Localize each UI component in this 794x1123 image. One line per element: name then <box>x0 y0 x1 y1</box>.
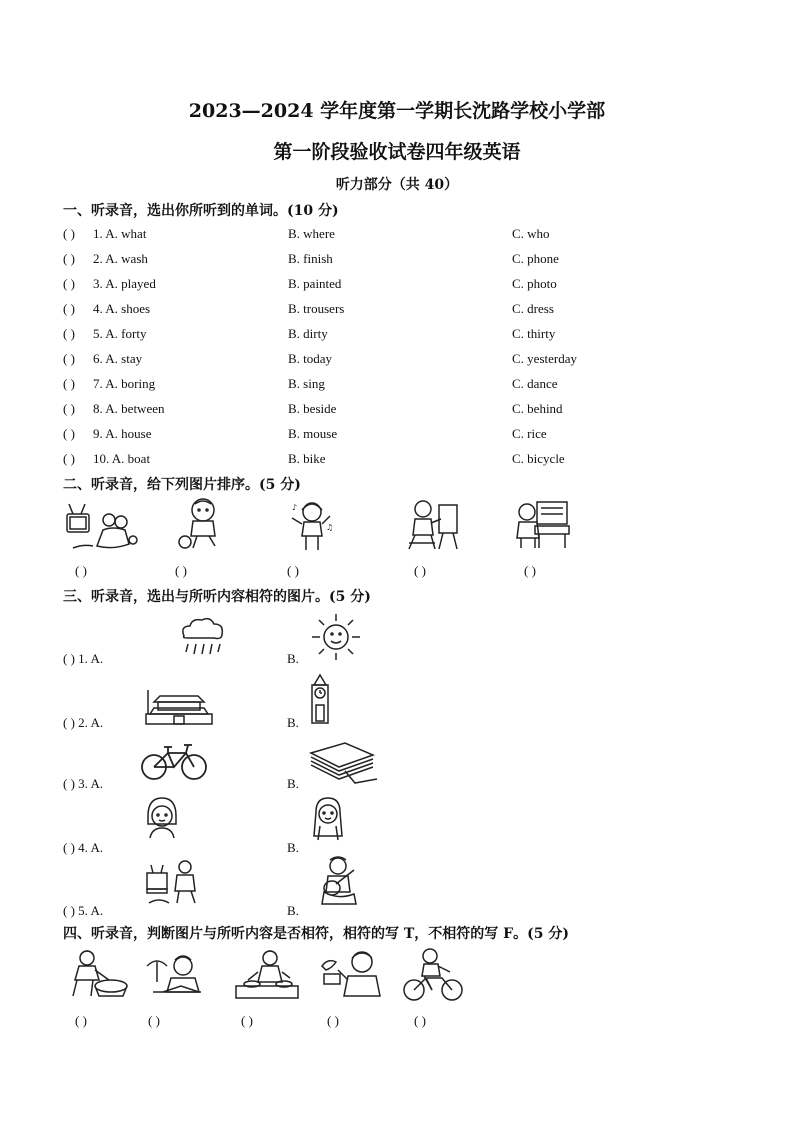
option-b: B. sing <box>288 376 325 391</box>
girl-reading-picture <box>143 952 205 1002</box>
answer-blank[interactable]: ( ) <box>63 276 75 291</box>
exam-title-line2: 第一阶段验收试卷四年级英语 <box>273 141 521 163</box>
option-c: C. thirty <box>512 326 556 341</box>
section3-item2-b: B. <box>287 715 299 730</box>
option-b: B. finish <box>288 251 333 266</box>
option-b: B. where <box>288 226 335 241</box>
short-hair-girl-picture <box>144 796 180 840</box>
section4-answer-2[interactable]: ( ) <box>148 1013 160 1028</box>
answer-blank[interactable]: ( ) <box>63 426 75 441</box>
answer-blank[interactable]: ( ) <box>63 351 75 366</box>
answer-blank[interactable]: ( ) <box>63 376 75 391</box>
section3-item4-prefix: ( ) 4. A. <box>63 840 104 855</box>
option-a: 3. A. played <box>93 276 156 291</box>
answer-blank[interactable]: ( ) <box>63 401 75 416</box>
option-b: B. today <box>288 351 333 366</box>
sun-picture <box>308 612 364 662</box>
option-b: B. bike <box>288 451 326 466</box>
option-a: 4. A. shoes <box>93 301 151 316</box>
section2-answer-5[interactable]: ( ) <box>524 563 536 578</box>
papers-picture <box>305 739 379 785</box>
question-row <box>63 326 743 346</box>
section2-answer-4[interactable]: ( ) <box>414 563 426 578</box>
section4-answer-4[interactable]: ( ) <box>327 1013 339 1028</box>
answer-blank[interactable]: ( ) <box>63 326 75 341</box>
section2-answer-3[interactable]: ( ) <box>287 563 299 578</box>
option-a: 2. A. wash <box>93 251 148 266</box>
svg-text:♫: ♫ <box>326 523 334 532</box>
section4-answer-3[interactable]: ( ) <box>241 1013 253 1028</box>
answer-blank[interactable]: ( ) <box>63 226 75 241</box>
washing-clothes-picture <box>65 948 131 1002</box>
section3-item1-b: B. <box>287 651 299 666</box>
option-b: B. dirty <box>288 326 328 341</box>
section1-title: 一、听录音，选出你所听到的单词。(10 分) <box>63 203 339 219</box>
option-c: C. dance <box>512 376 558 391</box>
option-a: 10. A. boat <box>93 451 151 466</box>
section3-item2-prefix: ( ) 2. A. <box>63 715 104 730</box>
question-row <box>63 251 743 271</box>
tv-and-kids-picture <box>63 500 139 552</box>
section2-title: 二、听录音，给下列图片排序。(5 分) <box>63 477 301 493</box>
talking-phone-picture <box>318 948 384 1002</box>
tiananmen-picture <box>142 688 216 726</box>
listening-part-label: 听力部分（共 40） <box>335 177 459 193</box>
riding-bike-picture <box>400 946 466 1004</box>
question-row <box>63 301 743 321</box>
option-c: C. phone <box>512 251 559 266</box>
section2-answer-2[interactable]: ( ) <box>175 563 187 578</box>
option-a: 5. A. forty <box>93 326 147 341</box>
boy-playing-football-picture <box>175 496 225 552</box>
section3-title: 三、听录音，选出与所听内容相符的图片。(5 分) <box>63 589 371 605</box>
answer-blank[interactable]: ( ) <box>63 251 75 266</box>
section3-item1-prefix: ( ) 1. A. <box>63 651 104 666</box>
family-tv-picture <box>143 857 203 909</box>
option-c: C. rice <box>512 426 547 441</box>
section3-item5-b: B. <box>287 903 299 918</box>
exam-title-line1: 2023—2024 学年度第一学期长沈路学校小学部 <box>188 100 606 122</box>
section3-item3-prefix: ( ) 3. A. <box>63 776 104 791</box>
question-row <box>63 376 743 396</box>
section3-item3-b: B. <box>287 776 299 791</box>
question-row <box>63 226 743 246</box>
girl-guitar-picture <box>316 856 362 908</box>
option-b: B. mouse <box>288 426 338 441</box>
section3-item4-b: B. <box>287 840 299 855</box>
question-row <box>63 451 743 471</box>
option-a: 8. A. between <box>93 401 165 416</box>
option-b: B. beside <box>288 401 337 416</box>
girl-listening-music-picture <box>290 500 334 554</box>
option-a: 7. A. boring <box>93 376 156 391</box>
option-a: 9. A. house <box>93 426 152 441</box>
option-a: 6. A. stay <box>93 351 143 366</box>
option-c: C. yesterday <box>512 351 577 366</box>
option-b: B. painted <box>288 276 342 291</box>
option-b: B. trousers <box>288 301 345 316</box>
question-row <box>63 426 743 446</box>
option-c: C. photo <box>512 276 557 291</box>
svg-text:♪: ♪ <box>292 503 298 512</box>
option-c: C. bicycle <box>512 451 565 466</box>
boy-painting-picture <box>405 497 461 553</box>
section2-answer-1[interactable]: ( ) <box>75 563 87 578</box>
question-row <box>63 276 743 296</box>
option-c: C. who <box>512 226 550 241</box>
bicycle-picture <box>140 739 208 781</box>
option-c: C. dress <box>512 301 554 316</box>
option-a: 1. A. what <box>93 226 147 241</box>
answer-blank[interactable]: ( ) <box>63 301 75 316</box>
big-ben-picture <box>307 673 333 725</box>
section4-answer-5[interactable]: ( ) <box>414 1013 426 1028</box>
long-hair-girl-picture <box>310 796 346 842</box>
question-row <box>63 351 743 371</box>
answer-blank[interactable]: ( ) <box>63 451 75 466</box>
girl-playing-piano-picture <box>515 498 571 552</box>
cooking-picture <box>230 948 304 1002</box>
question-row <box>63 401 743 421</box>
section3-item5-prefix: ( ) 5. A. <box>63 903 104 918</box>
section4-answer-1[interactable]: ( ) <box>75 1013 87 1028</box>
section4-title: 四、听录音，判断图片与所听内容是否相符，相符的写 T，不相符的写 F。(5 分) <box>63 926 569 942</box>
rain-cloud-picture <box>178 616 226 660</box>
option-c: C. behind <box>512 401 563 416</box>
